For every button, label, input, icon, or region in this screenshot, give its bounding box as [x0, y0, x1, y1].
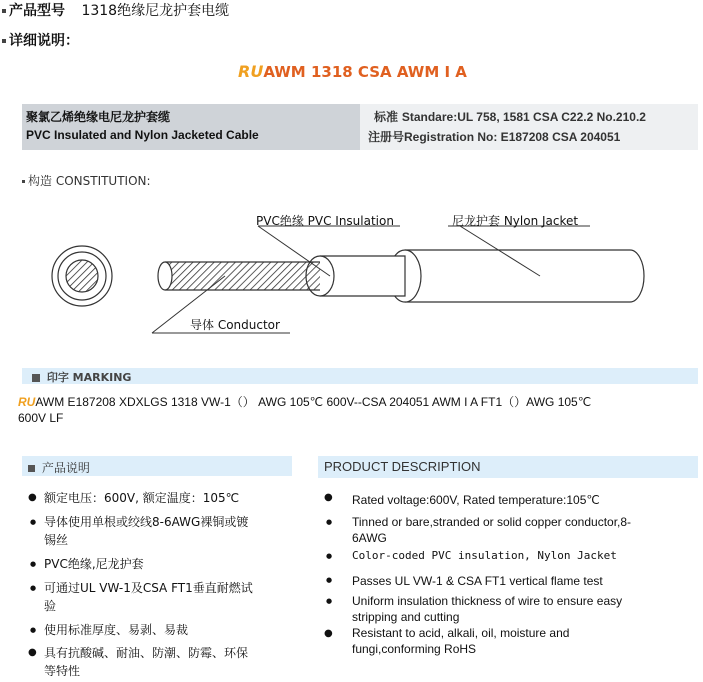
list-item: 使用标准厚度、易剥、易裁 — [44, 623, 189, 637]
list-item: 可通过UL VW-1及CSA FT1垂直耐燃试 — [44, 581, 253, 595]
cable-name-cn: 聚氯乙烯绝缘电尼龙护套缆 — [26, 110, 171, 124]
bullet-dot-icon: ● — [326, 597, 333, 605]
cross-section-icon — [52, 246, 112, 306]
jacket-label: 尼龙护套 Nylon Jacket — [452, 214, 579, 228]
standard-title — [238, 62, 467, 81]
model-line — [2, 2, 229, 20]
model-value: 1318绝缘尼龙护套电缆 — [81, 3, 230, 19]
list-item: Passes UL VW-1 & CSA FT1 vertical flame test — [352, 574, 603, 588]
list-item: Uniform insulation thickness of wire to ensure easy — [352, 594, 623, 608]
standard-value: Standare:UL 758, 1581 CSA C22.2 No.210.2 — [401, 110, 646, 124]
bullet-square-icon — [2, 39, 6, 43]
construction-heading: 构造 CONSTITUTION: — [22, 172, 151, 189]
model-label: 产品型号 — [9, 3, 65, 19]
bullet-dot-icon: ● — [324, 492, 333, 503]
bullet-square-icon — [2, 9, 6, 13]
product-en-bar — [318, 456, 698, 478]
list-item: fungi,conforming RoHS — [352, 642, 477, 656]
list-item: 锡丝 — [44, 533, 69, 547]
registration-label: 注册号 — [368, 130, 405, 144]
list-item: 6AWG — [352, 531, 387, 545]
list-item: Rated voltage:600V, Rated temperature:105℃ — [352, 493, 600, 507]
cable-name-en: PVC Insulated and Nylon Jacketed Cable — [26, 128, 259, 142]
list-item: PVC绝缘,尼龙护套 — [44, 557, 144, 571]
bullet-dot-icon: ● — [30, 518, 37, 526]
registration-line — [368, 128, 620, 145]
list-item: stripping and cutting — [352, 610, 460, 624]
list-item: 导体使用单根或绞线8-6AWG裸铜或镀 — [44, 515, 249, 529]
bullet-dot-icon: ● — [30, 626, 37, 634]
list-item: 具有抗酸碱、耐油、防潮、防霉、环保 — [44, 646, 249, 660]
marking-line-1: RUAWM E187208 XDXLGS 1318 VW-1（） AWG 105℃ 600V--CSA 204051 AWM I A FT1（）AWG 105℃ — [18, 395, 592, 409]
marking-bar — [22, 368, 698, 384]
conductor-label: 导体 Conductor — [190, 318, 280, 332]
list-item: Color-coded PVC insulation, Nylon Jacket — [352, 549, 617, 562]
bullet-square-icon — [32, 374, 40, 382]
standard-line — [374, 108, 646, 125]
bullet-dot-icon: ● — [28, 647, 37, 658]
bullet-dot-icon: ● — [28, 492, 37, 503]
bullet-square-icon — [22, 180, 25, 183]
bullet-dot-icon: ● — [30, 560, 37, 568]
product-cn-bar — [22, 456, 292, 476]
list-item: 等特性 — [44, 664, 81, 678]
bullet-square-icon — [28, 465, 35, 472]
spec-band-right — [360, 104, 698, 150]
bullet-dot-icon: ● — [326, 576, 333, 584]
ul-logo-icon: RU — [18, 395, 36, 409]
marking-line-2: 600V LF — [18, 411, 64, 425]
standard-title-text: AWM 1318 CSA AWM Ⅰ A — [263, 63, 467, 81]
product-en-heading: PRODUCT DESCRIPTION — [324, 459, 481, 474]
product-cn-heading: 产品说明 — [28, 459, 90, 476]
conductor-shape — [165, 262, 320, 290]
spec-band-left — [22, 104, 360, 150]
nylon-jacket-shape — [405, 250, 644, 302]
list-item: Tinned or bare,stranded or solid copper conductor,8- — [352, 515, 632, 529]
bullet-dot-icon: ● — [324, 628, 333, 639]
list-item: Resistant to acid, alkali, oil, moisture and — [352, 626, 570, 640]
registration-value: Registration No: E187208 CSA 204051 — [404, 130, 621, 144]
bullet-dot-icon: ● — [30, 584, 37, 592]
insulation-label: PVC绝缘 PVC Insulation — [256, 214, 394, 228]
standard-label: 标准 — [374, 110, 399, 124]
list-item: 验 — [44, 599, 57, 613]
ul-logo-icon: RU — [238, 62, 264, 81]
bullet-dot-icon: ● — [326, 518, 333, 526]
detail-line — [2, 32, 79, 50]
detail-label: 详细说明： — [9, 33, 79, 49]
marking-heading: 印字 MARKING — [32, 369, 131, 385]
marking-text — [18, 394, 591, 426]
list-item: 额定电压：600V, 额定温度：105℃ — [44, 491, 240, 505]
bullet-dot-icon: ● — [326, 552, 333, 560]
